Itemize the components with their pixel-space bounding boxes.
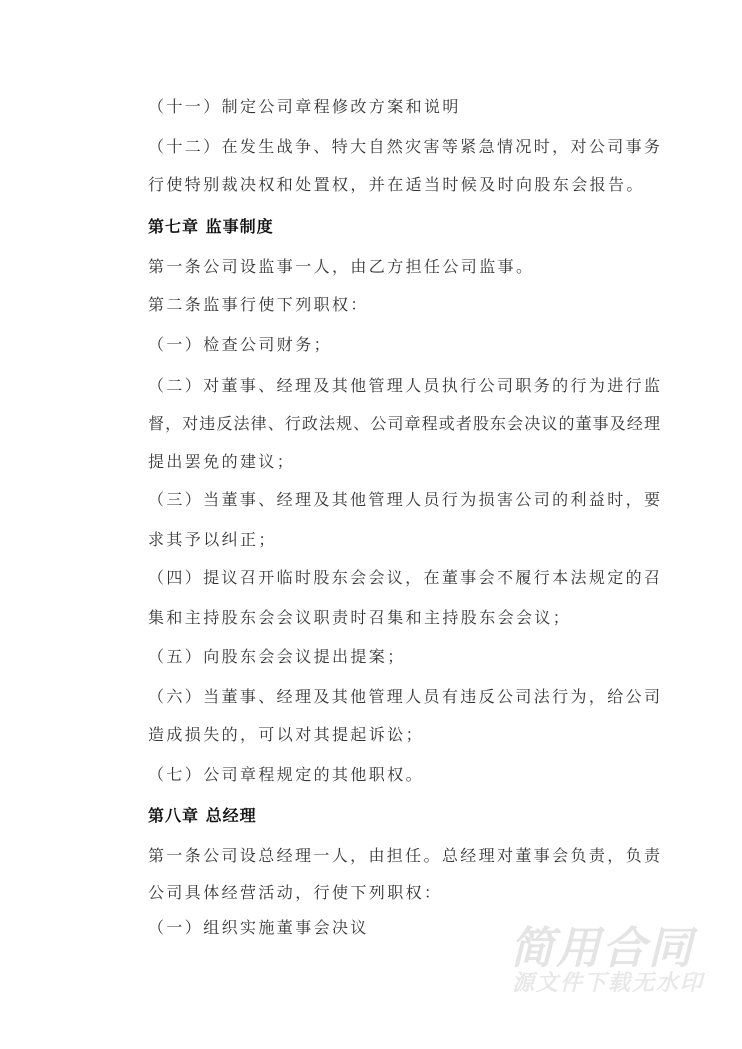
text-line: 第一条公司设监事一人，由乙方担任公司监事。 [148,257,535,276]
text-line: 求其予以纠正； [148,530,277,549]
watermark-subtitle: 源文件下载无水印 [512,971,705,996]
text-line: 行使特别裁决权和处置权，并在适当时候及时向股东会报告。 [148,175,645,194]
text-line: 集和主持股东会会议职责时召集和主持股东会会议； [148,608,572,627]
text-line: 造成损失的，可以对其提起诉讼； [148,725,425,744]
text-line: 第一条公司设总经理一人，由担任。总经理对董事会负责，负责 [148,846,660,865]
text-line: （六）当董事、经理及其他管理人员有违反公司法行为，给公司 [148,687,660,706]
text-line: （四）提议召开临时股东会会议，在董事会不履行本法规定的召 [148,568,660,587]
text-line: （十二）在发生战争、特大自然灾害等紧急情况时，对公司事务 [148,137,660,156]
text-line: 督，对违反法律、行政法规、公司章程或者股东会决议的董事及经理 [148,414,660,433]
text-line: （一）组织实施董事会决议 [148,918,369,937]
text-line: （七）公司章程规定的其他职权。 [148,765,425,784]
text-line: 公司具体经营活动，行使下列职权： [148,883,443,902]
chapter-heading: 第七章 监事制度 [148,217,274,236]
text-line: （十一）制定公司章程修改方案和说明 [148,97,461,116]
text-line: （五）向股东会会议提出提案； [148,647,406,666]
watermark-logo: 简用合同 [510,923,694,974]
chapter-heading: 第八章 总经理 [148,806,257,825]
text-line: 第二条监事行使下列职权： [148,295,369,314]
text-line: （一）检查公司财务； [148,335,333,354]
text-line: （三）当董事、经理及其他管理人员行为损害公司的利益时，要 [148,490,660,509]
text-line: 提出罢免的建议； [148,452,296,471]
text-line: （二）对董事、经理及其他管理人员执行公司职务的行为进行监 [148,376,660,395]
